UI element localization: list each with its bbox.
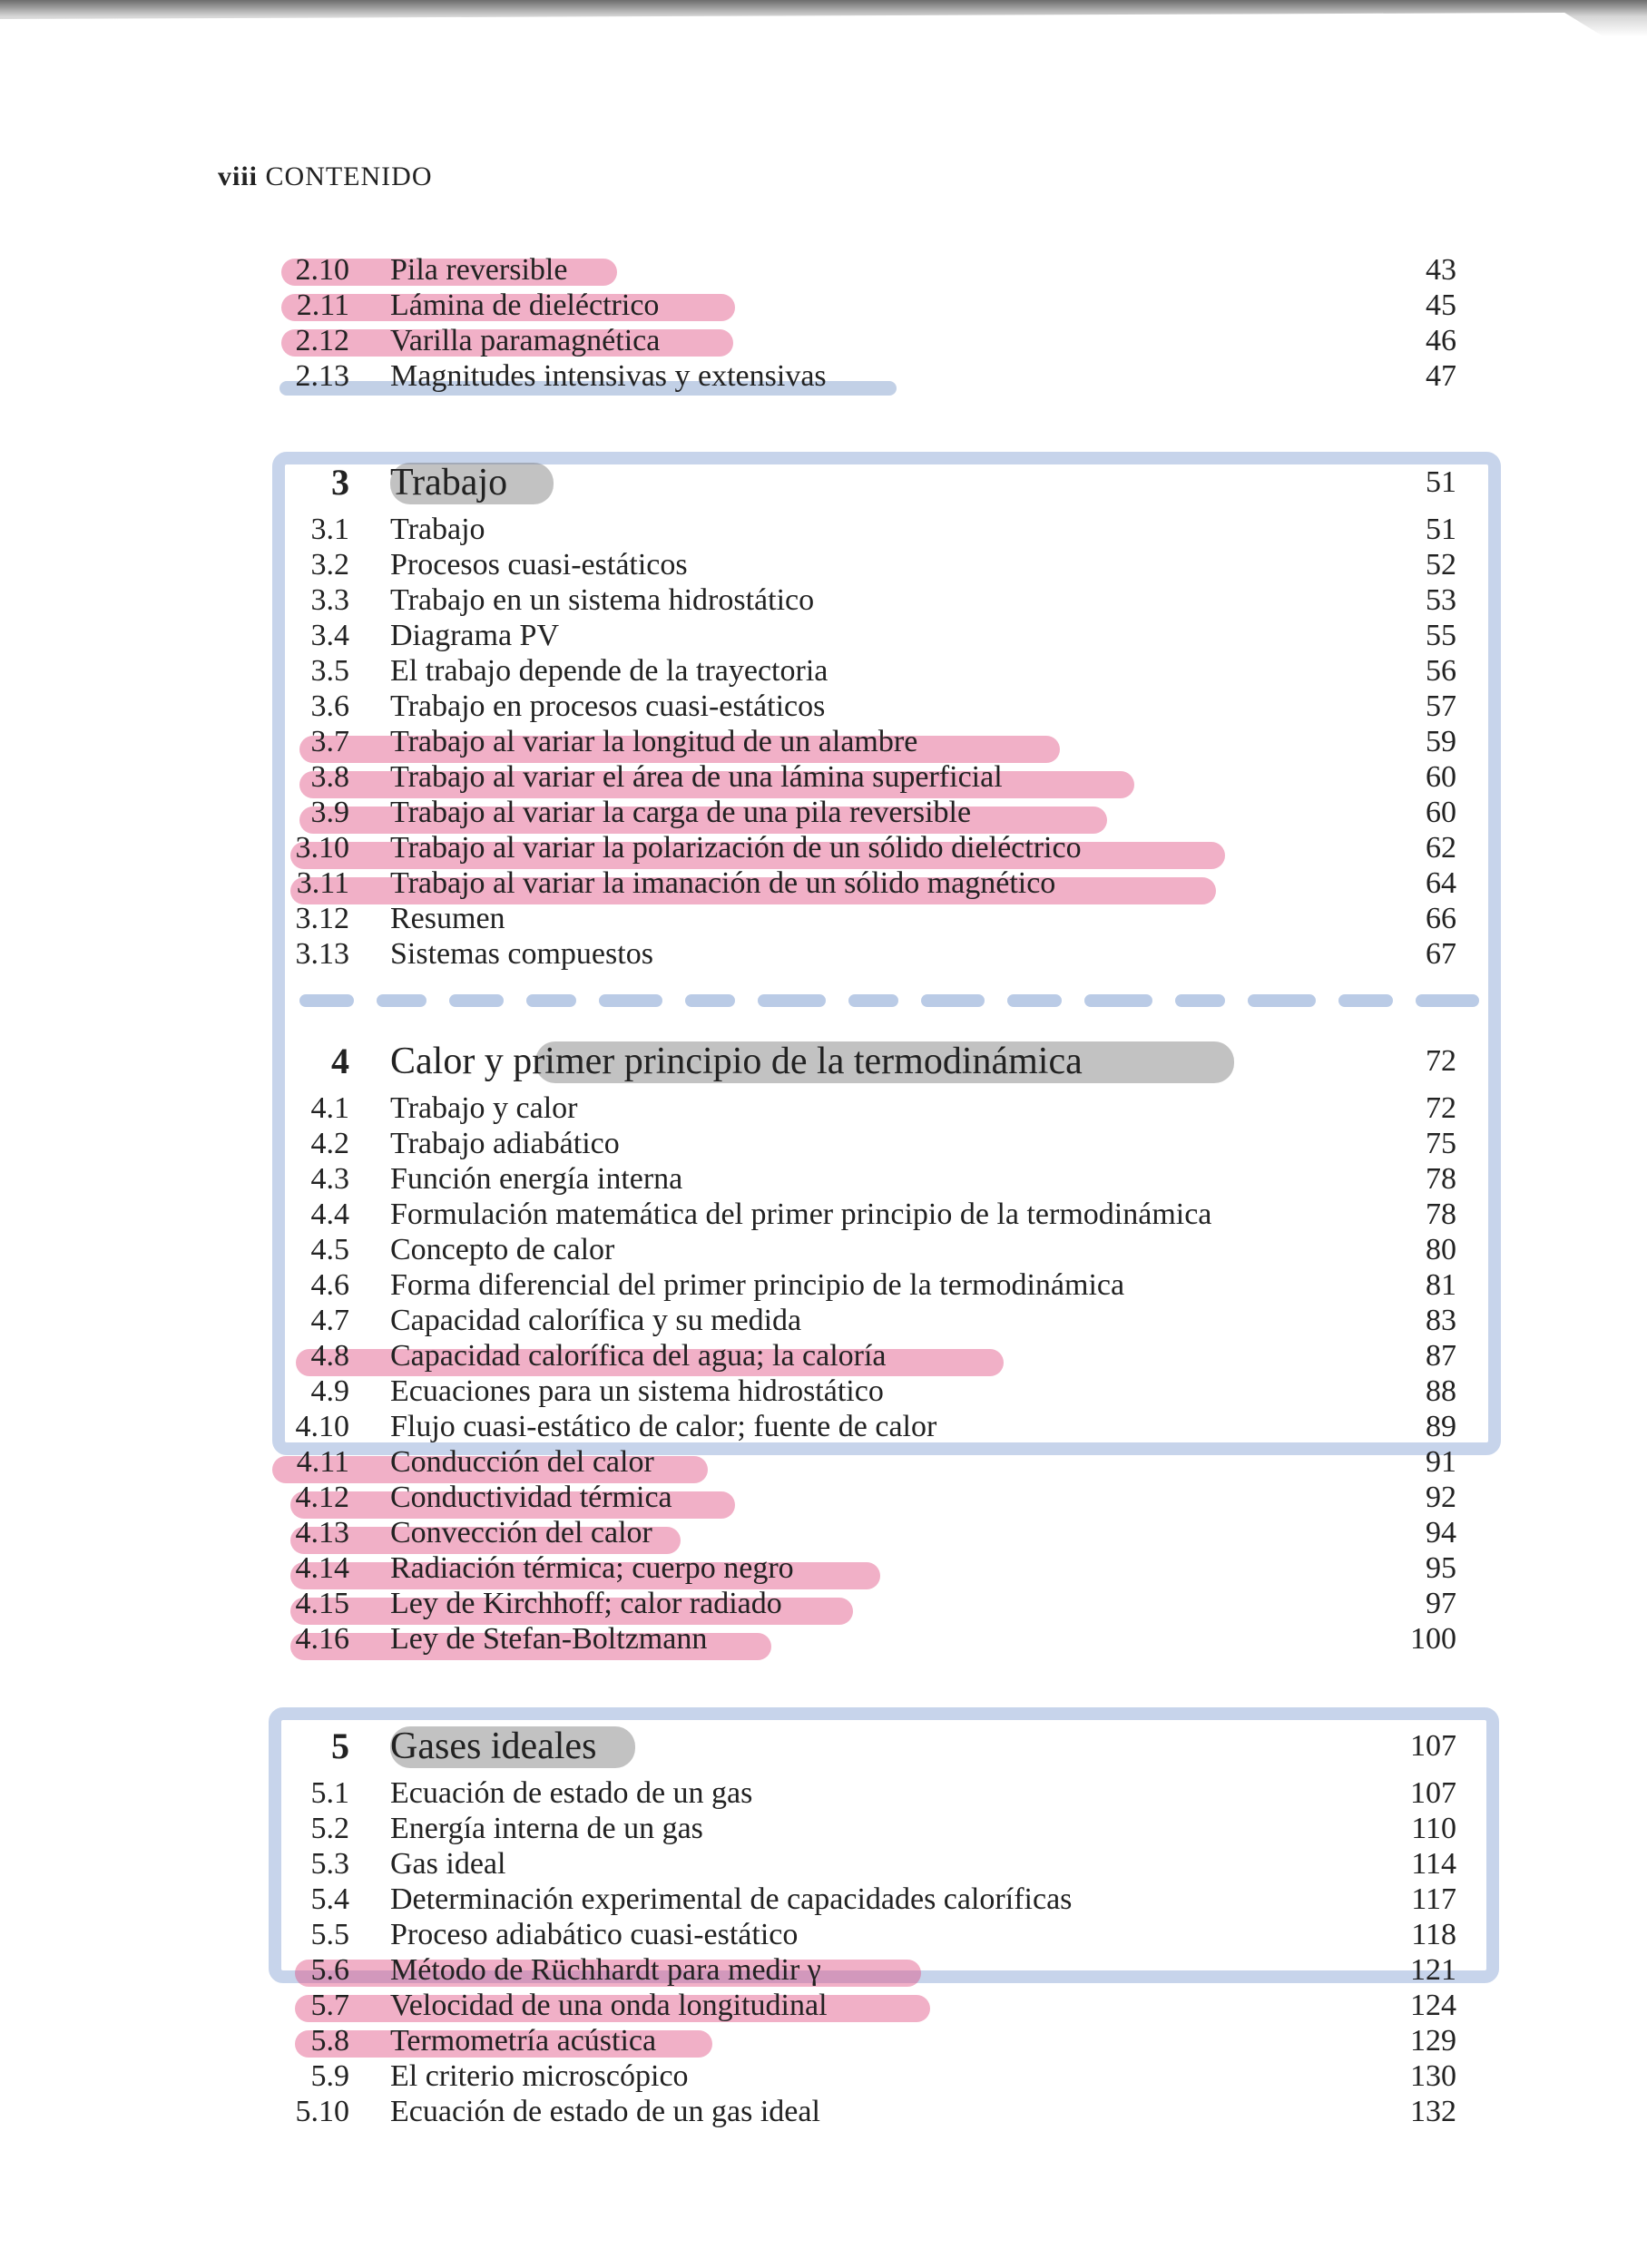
section-number: 2.13 xyxy=(295,359,349,393)
section-number: 3.12 xyxy=(295,902,349,935)
page-number: viii xyxy=(218,161,259,191)
section-number: 4.6 xyxy=(310,1268,349,1302)
section-page: 92 xyxy=(1426,1481,1456,1514)
chapter-page: 107 xyxy=(1410,1729,1456,1763)
section-title: Trabajo en un sistema hidrostático xyxy=(390,583,815,617)
section-number: 5.4 xyxy=(310,1882,349,1916)
section-page: 59 xyxy=(1426,725,1456,758)
section-title: Ecuación de estado de un gas xyxy=(390,1776,753,1810)
section-title: Flujo cuasi-estático de calor; fuente de calor xyxy=(390,1410,937,1443)
section-title: Termometría acústica xyxy=(390,2024,657,2058)
section-number: 5.6 xyxy=(310,1953,349,1987)
section-title: Conducción del calor xyxy=(390,1445,654,1479)
section-number: 4.16 xyxy=(295,1622,349,1656)
section-page: 97 xyxy=(1426,1587,1456,1620)
section-title: Proceso adiabático cuasi-estático xyxy=(390,1918,799,1951)
section-title: Capacidad calorífica del agua; la caloría xyxy=(390,1339,887,1373)
section-page: 67 xyxy=(1426,937,1456,971)
section-page: 64 xyxy=(1426,866,1456,900)
section-number: 4.7 xyxy=(310,1304,349,1337)
section-number: 3.11 xyxy=(296,866,349,900)
section-title: Determinación experimental de capacidades caloríficas xyxy=(390,1882,1073,1916)
section-title: Sistemas compuestos xyxy=(390,937,653,971)
chapter-title: Calor y primer principio de la termodinámica xyxy=(390,1041,1083,1082)
section-number: 3.7 xyxy=(310,725,349,758)
section-title: Forma diferencial del primer principio de la termodinámica xyxy=(390,1268,1125,1302)
chapter-title: Trabajo xyxy=(390,462,508,503)
section-number: 3.4 xyxy=(310,619,349,652)
section-number: 5.10 xyxy=(295,2095,349,2128)
section-number: 4.3 xyxy=(310,1162,349,1196)
chapter-page: 72 xyxy=(1426,1044,1456,1078)
chapter-number: 3 xyxy=(331,462,349,503)
section-title: Trabajo al variar la longitud de un alambre xyxy=(390,725,918,758)
section-page: 66 xyxy=(1426,902,1456,935)
section-page: 87 xyxy=(1426,1339,1456,1373)
section-title: Varilla paramagnética xyxy=(390,324,661,357)
section-page: 56 xyxy=(1426,654,1456,688)
section-title: Pila reversible xyxy=(390,253,568,287)
section-title: Conductividad térmica xyxy=(390,1481,672,1514)
section-title: Trabajo al variar el área de una lámina superficial xyxy=(390,760,1003,794)
section-title: Ecuación de estado de un gas ideal xyxy=(390,2095,820,2128)
section-page: 55 xyxy=(1426,619,1456,652)
section-number: 4.15 xyxy=(295,1587,349,1620)
section-title: Magnitudes intensivas y extensivas xyxy=(390,359,827,393)
section-page: 57 xyxy=(1426,689,1456,723)
section-page: 43 xyxy=(1426,253,1456,287)
section-number: 3.3 xyxy=(310,583,349,617)
section-page: 94 xyxy=(1426,1516,1456,1549)
section-title: Energía interna de un gas xyxy=(390,1812,703,1845)
section-number: 5.9 xyxy=(310,2059,349,2093)
section-title: Capacidad calorífica y su medida xyxy=(390,1304,802,1337)
section-page: 52 xyxy=(1426,548,1456,582)
section-title: El trabajo depende de la trayectoria xyxy=(390,654,828,688)
section-title: Trabajo al variar la carga de una pila reversible xyxy=(390,796,972,829)
section-number: 5.8 xyxy=(310,2024,349,2058)
section-number: 3.9 xyxy=(310,796,349,829)
section-title: Trabajo en procesos cuasi-estáticos xyxy=(390,689,826,723)
section-number: 4.2 xyxy=(310,1127,349,1160)
section-title: Trabajo y calor xyxy=(390,1091,578,1125)
section-title: Trabajo al variar la polarización de un sólido dieléctrico xyxy=(390,831,1082,865)
section-title: Ley de Kirchhoff; calor radiado xyxy=(390,1587,782,1620)
section-number: 3.2 xyxy=(310,548,349,582)
section-page: 81 xyxy=(1426,1268,1456,1302)
section-number: 5.5 xyxy=(310,1918,349,1951)
section-number: 4.12 xyxy=(295,1481,349,1514)
section-title: El criterio microscópico xyxy=(390,2059,689,2093)
section-number: 5.7 xyxy=(310,1989,349,2022)
section-number: 5.3 xyxy=(310,1847,349,1881)
section-number: 4.9 xyxy=(310,1374,349,1408)
section-title: Trabajo al variar la imanación de un sólido magnético xyxy=(390,866,1056,900)
section-page: 118 xyxy=(1411,1918,1456,1951)
section-number: 3.13 xyxy=(295,937,349,971)
section-number: 4.14 xyxy=(295,1551,349,1585)
section-number: 4.10 xyxy=(295,1410,349,1443)
section-number: 3.8 xyxy=(310,760,349,794)
section-title: Radiación térmica; cuerpo negro xyxy=(390,1551,794,1585)
section-title: Diagrama PV xyxy=(390,619,560,652)
section-title: Gas ideal xyxy=(390,1847,506,1881)
section-title: Trabajo xyxy=(390,513,485,546)
chapter-number: 4 xyxy=(331,1041,349,1081)
section-label: CONTENIDO xyxy=(265,161,433,191)
section-title: Concepto de calor xyxy=(390,1233,615,1266)
section-page: 60 xyxy=(1426,760,1456,794)
section-page: 75 xyxy=(1426,1127,1456,1160)
section-page: 130 xyxy=(1410,2059,1456,2093)
section-page: 95 xyxy=(1426,1551,1456,1585)
section-page: 132 xyxy=(1410,2095,1456,2128)
section-title: Ecuaciones para un sistema hidrostático xyxy=(390,1374,884,1408)
section-number: 5.2 xyxy=(310,1812,349,1845)
section-number: 3.5 xyxy=(310,654,349,688)
section-page: 51 xyxy=(1426,513,1456,546)
section-number: 4.13 xyxy=(295,1516,349,1549)
section-title: Ley de Stefan-Boltzmann xyxy=(390,1622,708,1656)
section-number: 4.1 xyxy=(310,1091,349,1125)
section-number: 2.12 xyxy=(295,324,349,357)
section-page: 114 xyxy=(1411,1847,1456,1881)
section-title: Velocidad de una onda longitudinal xyxy=(390,1989,828,2022)
section-number: 4.5 xyxy=(310,1233,349,1266)
section-page: 78 xyxy=(1426,1198,1456,1231)
section-title: Función energía interna xyxy=(390,1162,683,1196)
section-page: 88 xyxy=(1426,1374,1456,1408)
section-page: 60 xyxy=(1426,796,1456,829)
section-number: 2.10 xyxy=(295,253,349,287)
chapter-page: 51 xyxy=(1426,465,1456,499)
section-number: 3.10 xyxy=(295,831,349,865)
section-title: Lámina de dieléctrico xyxy=(390,288,660,322)
section-page: 124 xyxy=(1410,1989,1456,2022)
section-number: 3.6 xyxy=(310,689,349,723)
section-title: Convección del calor xyxy=(390,1516,652,1549)
section-number: 5.1 xyxy=(310,1776,349,1810)
section-page: 83 xyxy=(1426,1304,1456,1337)
section-page: 72 xyxy=(1426,1091,1456,1125)
section-number: 4.8 xyxy=(310,1339,349,1373)
section-number: 2.11 xyxy=(296,288,349,322)
section-title: Formulación matemática del primer principio de la termodinámica xyxy=(390,1198,1212,1231)
chapter-title: Gases ideales xyxy=(390,1725,597,1767)
section-title: Trabajo adiabático xyxy=(390,1127,620,1160)
section-page: 46 xyxy=(1426,324,1456,357)
section-number: 4.4 xyxy=(310,1198,349,1231)
section-page: 121 xyxy=(1410,1953,1456,1987)
section-title: Resumen xyxy=(390,902,505,935)
section-title: Procesos cuasi-estáticos xyxy=(390,548,688,582)
section-page: 62 xyxy=(1426,831,1456,865)
section-page: 78 xyxy=(1426,1162,1456,1196)
section-number: 4.11 xyxy=(296,1445,349,1479)
section-page: 91 xyxy=(1426,1445,1456,1479)
section-page: 129 xyxy=(1410,2024,1456,2058)
section-page: 110 xyxy=(1411,1812,1456,1845)
section-title: Método de Rüchhardt para medir γ xyxy=(390,1953,821,1987)
section-number: 3.1 xyxy=(310,513,349,546)
section-page: 107 xyxy=(1410,1776,1456,1810)
section-page: 117 xyxy=(1411,1882,1456,1916)
section-page: 47 xyxy=(1426,359,1456,393)
section-page: 53 xyxy=(1426,583,1456,617)
section-page: 100 xyxy=(1410,1622,1456,1656)
chapter-number: 5 xyxy=(331,1725,349,1766)
section-page: 89 xyxy=(1426,1410,1456,1443)
section-page: 45 xyxy=(1426,288,1456,322)
section-page: 80 xyxy=(1426,1233,1456,1266)
